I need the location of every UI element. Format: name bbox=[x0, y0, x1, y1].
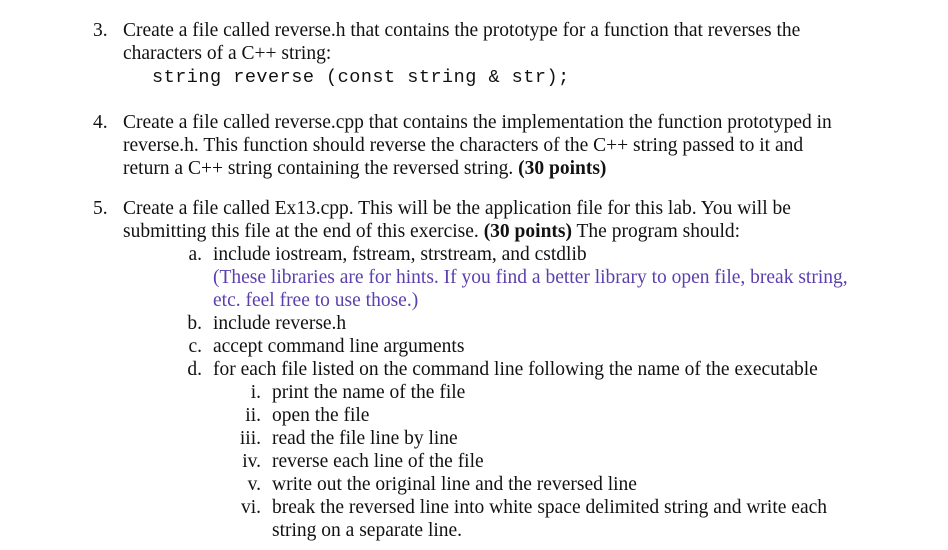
roman-text: break the reversed line into white space delimited string and write each bbox=[272, 497, 827, 518]
item-text: return a C++ string containing the reversed string. bbox=[123, 158, 519, 179]
roman-label: v. bbox=[247, 474, 261, 495]
item-text-line bbox=[123, 157, 606, 180]
subitem-text: include reverse.h bbox=[213, 313, 347, 334]
subitem-label: a. bbox=[188, 244, 202, 265]
roman-label: iv. bbox=[242, 451, 261, 472]
roman-label: vi. bbox=[240, 497, 261, 518]
item-text-line bbox=[123, 220, 740, 243]
item-text-line: Create a file called reverse.cpp that contains the implementation the function prototyped in bbox=[123, 112, 832, 133]
roman-text: open the file bbox=[272, 405, 370, 426]
hint-text: (These libraries are for hints. If you find a better library to open file, break string, bbox=[213, 267, 848, 288]
item-text: submitting this file at the end of this exercise. bbox=[123, 221, 484, 242]
hint-text: etc. feel free to use those.) bbox=[213, 290, 419, 311]
roman-label: ii. bbox=[245, 405, 261, 426]
subitem-label: b. bbox=[187, 313, 202, 334]
points-label: (30 points) bbox=[483, 221, 572, 242]
item-text-line: Create a file called Ex13.cpp. This will be the application file for this lab. You will be bbox=[123, 198, 791, 219]
item-number: 5. bbox=[93, 198, 108, 219]
subitem-label: d. bbox=[187, 359, 202, 380]
item-text-line: characters of a C++ string: bbox=[123, 43, 332, 64]
roman-label: iii. bbox=[239, 428, 261, 449]
roman-label: i. bbox=[250, 382, 261, 403]
roman-text-continuation: string on a separate line. bbox=[272, 520, 463, 541]
points-label: (30 points) bbox=[518, 158, 607, 179]
item-text-line: Create a file called reverse.h that contains the prototype for a function that reverses the bbox=[123, 20, 801, 41]
subitem-text: accept command line arguments bbox=[213, 336, 465, 357]
subitem-text: for each file listed on the command line following the name of the executable bbox=[213, 359, 818, 380]
code-snippet: string reverse (const string & str); bbox=[152, 67, 570, 88]
roman-text: print the name of the file bbox=[272, 382, 466, 403]
roman-text: reverse each line of the file bbox=[272, 451, 484, 472]
item-number: 3. bbox=[93, 20, 108, 41]
item-text-line: reverse.h. This function should reverse the characters of the C++ string passed to it and bbox=[123, 135, 804, 156]
roman-text: write out the original line and the reversed line bbox=[272, 474, 637, 495]
item-text: The program should: bbox=[572, 221, 741, 242]
subitem-label: c. bbox=[188, 336, 202, 357]
roman-text: read the file line by line bbox=[272, 428, 458, 449]
subitem-text: include iostream, fstream, strstream, and cstdlib bbox=[213, 244, 587, 265]
item-number: 4. bbox=[93, 112, 108, 133]
